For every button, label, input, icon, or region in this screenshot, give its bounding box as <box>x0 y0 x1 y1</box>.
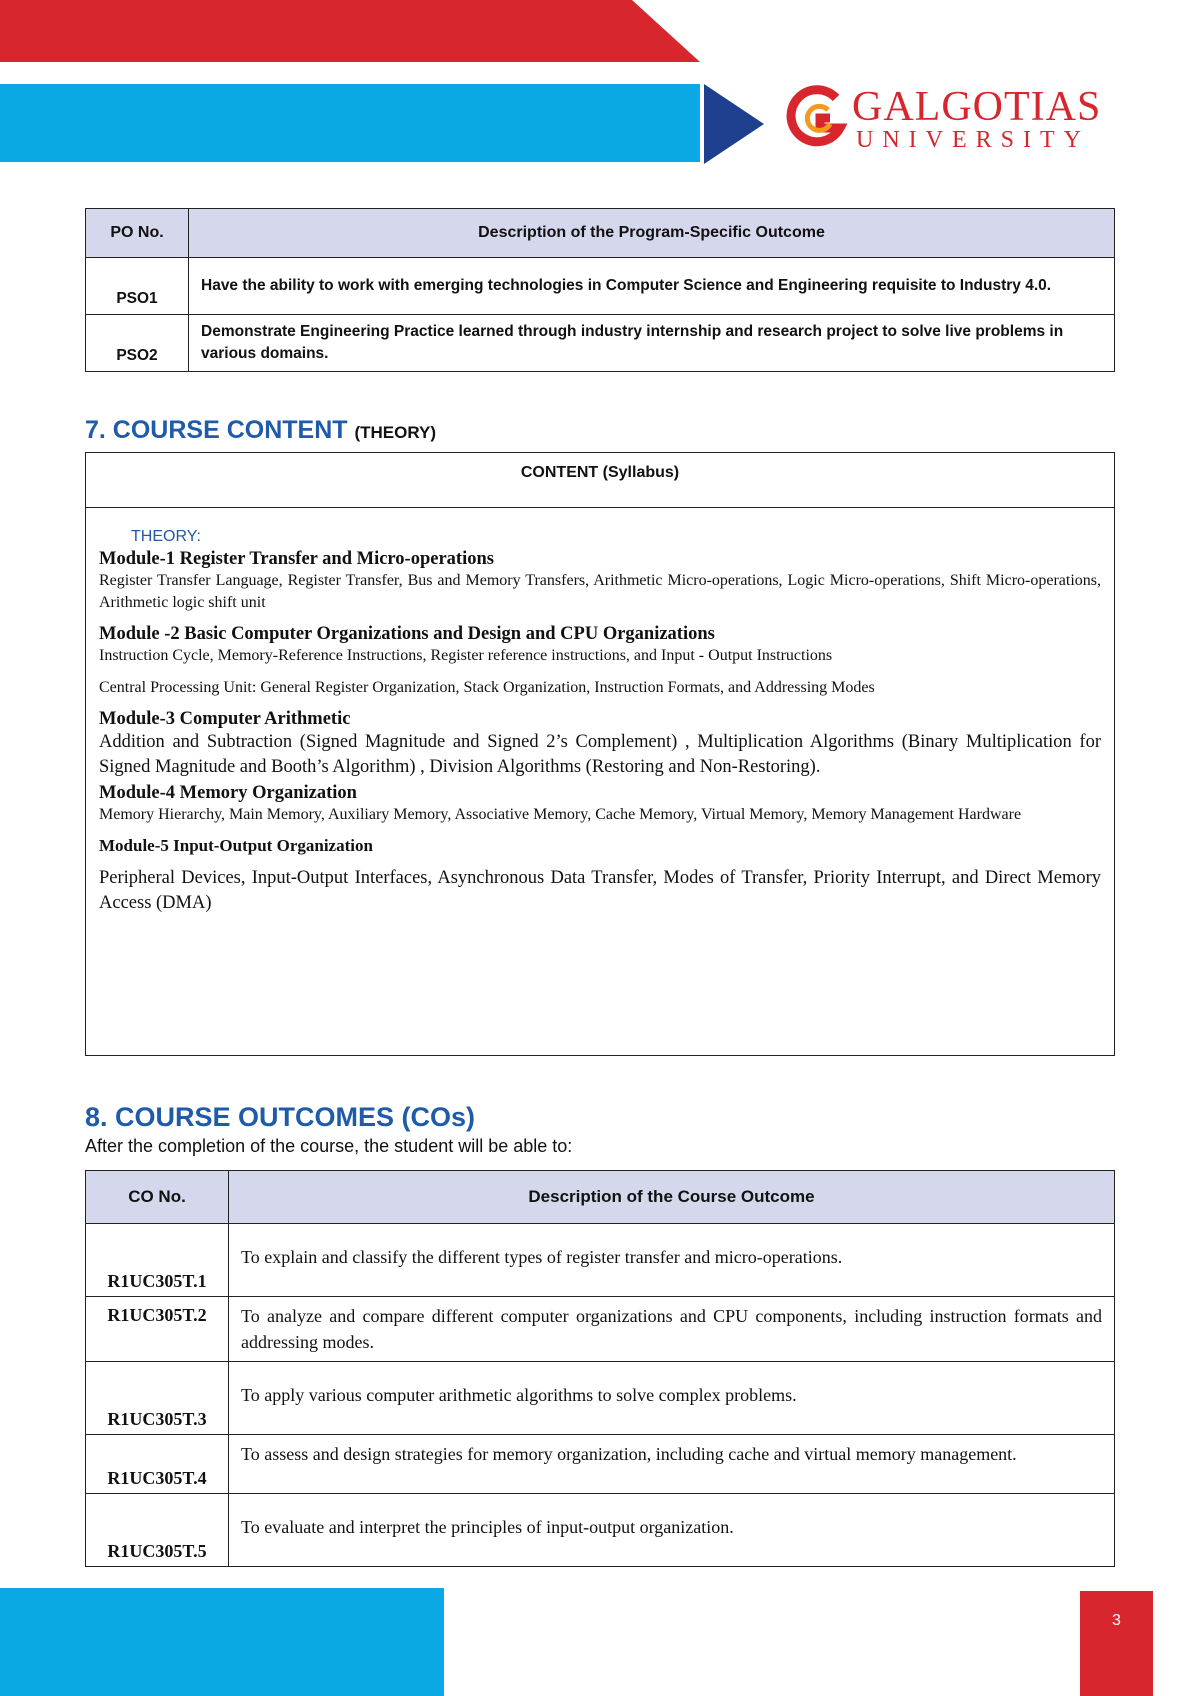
co-desc: To assess and design strategies for memory organization, including cache and virtual memory management. <box>229 1435 1115 1494</box>
table-row <box>86 315 1115 372</box>
header-arrow-icon <box>704 84 764 164</box>
footer-blue-band <box>0 1588 444 1696</box>
logo-wordmark: GALGOTIAS <box>852 84 1102 130</box>
co-desc: To evaluate and interpret the principles of input-output organization. <box>229 1494 1115 1567</box>
module-title: Module -2 Basic Computer Organizations and Design and CPU Organizations <box>99 624 715 644</box>
galgotias-logo-icon <box>786 84 848 157</box>
module-title: Module-3 Computer Arithmetic <box>99 709 351 729</box>
module-title: Module-1 Register Transfer and Micro-operations <box>99 549 494 569</box>
pso-id: PSO2 <box>86 315 189 372</box>
pso-id: PSO1 <box>86 258 189 315</box>
table-row <box>86 1297 1115 1362</box>
module-text: Memory Hierarchy, Main Memory, Auxiliary Memory, Associative Memory, Cache Memory, Virtual Memory, Memory Management Hardware <box>99 806 1022 823</box>
module-text: Register Transfer Language, Register Transfer, Bus and Memory Transfers, Arithmetic Micro-operations, Logic Micro-operations, Shift Micro-operations, Arithmetic logic shift unit <box>99 572 1101 611</box>
module-text: Peripheral Devices, Input-Output Interfaces, Asynchronous Data Transfer, Modes of Transfer, Priority Interrupt, and Direct Memory Access (DMA) <box>99 868 1101 913</box>
pso-col-id: PO No. <box>86 209 189 258</box>
course-content-suffix: (THEORY) <box>354 423 437 442</box>
table-row <box>86 1435 1115 1494</box>
module-text: Central Processing Unit: General Register Organization, Stack Organization, Instruction Formats, and Addressing Modes <box>99 679 875 696</box>
module-text: Instruction Cycle, Memory-Reference Instructions, Register reference instructions, and Input - Output Instructions <box>99 647 833 664</box>
co-col-id: CO No. <box>86 1171 229 1224</box>
syllabus-box <box>85 452 1115 1056</box>
pso-desc: Demonstrate Engineering Practice learned through industry internship and research project to solve live problems in various domains. <box>189 315 1115 372</box>
module-title: Module-5 Input-Output Organization <box>99 836 373 855</box>
page-number: 3 <box>1112 1612 1121 1629</box>
course-outcomes-intro: After the completion of the course, the student will be able to: <box>85 1136 573 1156</box>
module-title: Module-4 Memory Organization <box>99 783 357 803</box>
co-desc: To explain and classify the different types of register transfer and micro-operations. <box>229 1224 1115 1297</box>
co-desc: To apply various computer arithmetic algorithms to solve complex problems. <box>229 1362 1115 1435</box>
pso-table <box>85 208 1115 372</box>
pso-col-desc: Description of the Program-Specific Outcome <box>189 209 1115 258</box>
table-row <box>86 1494 1115 1567</box>
co-id: R1UC305T.4 <box>86 1435 229 1494</box>
header-blue-band <box>0 84 700 162</box>
co-desc: To analyze and compare different computer organizations and CPU components, including instruction formats and addressing modes. <box>229 1297 1115 1362</box>
co-col-desc: Description of the Course Outcome <box>229 1171 1115 1224</box>
table-row <box>86 1362 1115 1435</box>
co-table <box>85 1170 1115 1567</box>
course-outcomes-heading: 8. COURSE OUTCOMES (COs) <box>85 1102 476 1132</box>
course-content-title: 7. COURSE CONTENT <box>85 416 348 444</box>
co-id: R1UC305T.1 <box>86 1224 229 1297</box>
table-row <box>86 1224 1115 1297</box>
co-id: R1UC305T.5 <box>86 1494 229 1567</box>
course-content-heading <box>85 416 436 445</box>
co-id: R1UC305T.2 <box>86 1297 229 1362</box>
page-number-badge <box>1080 1591 1153 1696</box>
theory-label: THEORY: <box>131 528 201 545</box>
pso-desc: Have the ability to work with emerging technologies in Computer Science and Engineering requisite to Industry 4.0. <box>189 258 1115 315</box>
co-id: R1UC305T.3 <box>86 1362 229 1435</box>
syllabus-title: CONTENT (Syllabus) <box>86 453 1114 508</box>
module-text: Addition and Subtraction (Signed Magnitude and Signed 2’s Complement) , Multiplication Algorithms (Binary Multiplication for Signed Magnitude and Booth’s Algorithm) , Division Algorithms (Restoring and Non-Restoring). <box>99 732 1101 777</box>
table-row <box>86 258 1115 315</box>
logo-subtitle: UNIVERSITY <box>856 127 1090 153</box>
header-red-band <box>0 0 700 62</box>
